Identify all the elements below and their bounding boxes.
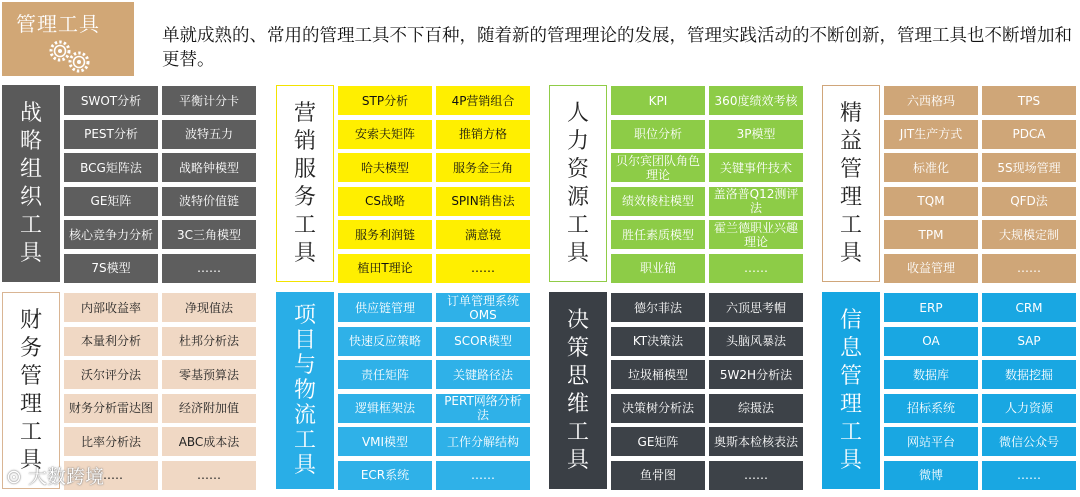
group-label-char: 服 [293, 156, 316, 182]
tool-cell: ECR系统 [338, 461, 432, 490]
group-label [276, 292, 334, 489]
group-label-char: 理 [839, 391, 862, 417]
group-label-char: 工 [839, 212, 862, 238]
group-label-char: 具 [293, 240, 316, 266]
tool-cell: 360度绩效考核 [709, 86, 803, 115]
watermark-logo-icon: ⊙ [6, 466, 28, 488]
group-label-char: 目 [293, 328, 316, 353]
group-label-char: 益 [839, 128, 862, 154]
tool-cell: 盖洛普Q12测评法 [709, 187, 803, 216]
group-label-char: 管 [839, 156, 862, 182]
group-label-char: 流 [293, 403, 316, 428]
tool-group-info [822, 292, 1080, 492]
group-label-char: 人 [566, 100, 589, 126]
tool-cell: 胜任素质模型 [611, 220, 705, 249]
group-label [549, 292, 607, 489]
tool-cell: 网站平台 [884, 427, 978, 456]
group-label-char: 战 [19, 100, 42, 126]
tool-cell: 德尔菲法 [611, 293, 705, 322]
tool-cell: 战略钟模型 [162, 153, 256, 182]
tool-cell: 推销方格 [436, 120, 530, 149]
tool-cell: 逻辑框架法 [338, 394, 432, 423]
tool-cell: QFD法 [982, 187, 1076, 216]
tool-cell: 贝尔宾团队角色理论 [611, 153, 705, 182]
group-label-char: 工 [19, 419, 42, 445]
tool-cell: 3C三角模型 [162, 220, 256, 249]
tool-cell: BCG矩阵法 [64, 153, 158, 182]
group-label-char: 略 [19, 128, 42, 154]
tool-cell: SCOR模型 [436, 327, 530, 356]
tool-cell: KT决策法 [611, 327, 705, 356]
group-label-char: 源 [566, 184, 589, 210]
group-label [822, 292, 880, 489]
group-label [549, 85, 607, 282]
tool-cell: PDCA [982, 120, 1076, 149]
tool-cell: ABC成本法 [162, 427, 256, 456]
tool-cell: 人力资源 [982, 394, 1076, 423]
tool-cell: 沃尔评分法 [64, 360, 158, 389]
group-label-char: 管 [19, 363, 42, 389]
group-label-char: 财 [19, 307, 42, 333]
group-label-char: 与 [293, 353, 316, 378]
tool-group-decision [549, 292, 807, 492]
group-label [822, 85, 880, 282]
tool-cell: SWOT分析 [64, 86, 158, 115]
group-label-char: 工 [566, 419, 589, 445]
tool-cell: SAP [982, 327, 1076, 356]
tool-cell: 植田T理论 [338, 254, 432, 283]
tool-cell: 满意镜 [436, 220, 530, 249]
tool-cell: GE矩阵 [64, 187, 158, 216]
tool-cell: 本量利分析 [64, 327, 158, 356]
group-label-char: 理 [839, 184, 862, 210]
tool-cell: 责任矩阵 [338, 360, 432, 389]
watermark-text: 大数跨境 [27, 466, 104, 488]
group-label-char: 营 [293, 100, 316, 126]
group-label-char: 具 [839, 240, 862, 266]
tool-cell: KPI [611, 86, 705, 115]
tool-cell: 经济附加值 [162, 394, 256, 423]
tool-cell: 5W2H分析法 [709, 360, 803, 389]
group-label-char: 项 [293, 303, 316, 328]
group-label-char: 维 [566, 391, 589, 417]
more-tools-cell: …… [162, 254, 256, 283]
title-banner [2, 2, 134, 76]
group-label-char: 理 [19, 391, 42, 417]
tool-cell: 3P模型 [709, 120, 803, 149]
tool-cell: 安索夫矩阵 [338, 120, 432, 149]
tool-cell: 财务分析雷达图 [64, 394, 158, 423]
group-label-char: 具 [19, 447, 42, 473]
group-label-char: 精 [839, 100, 862, 126]
tool-cell: 鱼骨图 [611, 461, 705, 490]
group-label-char: 工 [19, 212, 42, 238]
tool-cell: 职业锚 [611, 254, 705, 283]
tool-group-strategy [2, 85, 260, 285]
group-label-char: 信 [839, 307, 862, 333]
group-label-char: 组 [19, 156, 42, 182]
group-label-char: 工 [839, 419, 862, 445]
tool-cell: 快速反应策略 [338, 327, 432, 356]
tool-cell: 供应链管理 [338, 293, 432, 322]
tool-cell: 职位分析 [611, 120, 705, 149]
more-tools-cell: …… [64, 461, 158, 490]
more-tools-cell: …… [709, 254, 803, 283]
tool-cell: 7S模型 [64, 254, 158, 283]
tool-cell: 决策树分析法 [611, 394, 705, 423]
more-tools-cell: …… [982, 254, 1076, 283]
group-label-char: 资 [566, 156, 589, 182]
tool-cell: TQM [884, 187, 978, 216]
tool-cell: 关键路径法 [436, 360, 530, 389]
tool-cell: 招标系统 [884, 394, 978, 423]
tool-cell: 六西格玛 [884, 86, 978, 115]
group-label-char: 工 [293, 212, 316, 238]
more-tools-cell: …… [982, 461, 1076, 490]
tool-cell: 绩效棱柱模型 [611, 187, 705, 216]
tool-cell: 比率分析法 [64, 427, 158, 456]
tool-cell: ERP [884, 293, 978, 322]
tool-cell: 杜邦分析法 [162, 327, 256, 356]
group-label-char: 管 [839, 363, 862, 389]
watermark [6, 462, 104, 489]
tool-cell: VMI模型 [338, 427, 432, 456]
tool-group-marketing [276, 85, 534, 285]
tool-cell: 数据库 [884, 360, 978, 389]
tool-cell: 核心竞争力分析 [64, 220, 158, 249]
tool-cell: 垃圾桶模型 [611, 360, 705, 389]
tool-cell: 数据挖掘 [982, 360, 1076, 389]
tool-cell: GE矩阵 [611, 427, 705, 456]
group-label [2, 85, 60, 282]
gears-icon [46, 38, 96, 74]
tool-cell: 头脑风暴法 [709, 327, 803, 356]
group-label-char: 具 [566, 240, 589, 266]
group-label-char: 工 [293, 428, 316, 453]
intro-text: 单就成熟的、常用的管理工具不下百种，随着新的管理理论的发展，管理实践活动的不断创新，管理工具也不断增加和更替。 [162, 26, 1072, 70]
tool-cell: 工作分解结构 [436, 427, 530, 456]
tool-cell: 大规模定制 [982, 220, 1076, 249]
more-tools-cell: …… [436, 254, 530, 283]
tool-group-logistics [276, 292, 534, 492]
tool-cell: 哈夫模型 [338, 153, 432, 182]
tool-cell: 内部收益率 [64, 293, 158, 322]
group-label-char: 具 [566, 447, 589, 473]
more-tools-cell: …… [436, 461, 530, 490]
tool-cell: 六顶思考帽 [709, 293, 803, 322]
group-label-char: 策 [566, 335, 589, 361]
group-label-char: 务 [293, 184, 316, 210]
tool-cell: 奥斯本检核表法 [709, 427, 803, 456]
tool-cell: TPM [884, 220, 978, 249]
tool-cell: CS战略 [338, 187, 432, 216]
tool-cell: 平衡计分卡 [162, 86, 256, 115]
group-label-char: 销 [293, 128, 316, 154]
group-label-char: 务 [19, 335, 42, 361]
tool-cell: CRM [982, 293, 1076, 322]
group-label-char: 力 [566, 128, 589, 154]
tool-cell: 净现值法 [162, 293, 256, 322]
group-label-char: 决 [566, 307, 589, 333]
tool-cell: 服务金三角 [436, 153, 530, 182]
tool-cell: 霍兰德职业兴趣理论 [709, 220, 803, 249]
tool-cell: PEST分析 [64, 120, 158, 149]
tool-cell: 零基预算法 [162, 360, 256, 389]
tool-cell: 5S现场管理 [982, 153, 1076, 182]
tool-cell: 订单管理系统OMS [436, 293, 530, 322]
group-label-char: 具 [293, 453, 316, 478]
group-label [2, 292, 60, 489]
tool-cell: 关键事件技术 [709, 153, 803, 182]
tool-group-lean [822, 85, 1080, 285]
group-label-char: 工 [566, 212, 589, 238]
tool-cell: 微博 [884, 461, 978, 490]
group-label-char: 思 [566, 363, 589, 389]
tool-cell: 标准化 [884, 153, 978, 182]
group-label-char: 织 [19, 184, 42, 210]
tool-group-hr [549, 85, 807, 285]
tool-cell: JIT生产方式 [884, 120, 978, 149]
tool-cell: 综摄法 [709, 394, 803, 423]
tool-cell: SPIN销售法 [436, 187, 530, 216]
tool-cell: OA [884, 327, 978, 356]
tool-cell: 微信公众号 [982, 427, 1076, 456]
tool-cell: TPS [982, 86, 1076, 115]
tool-cell: 收益管理 [884, 254, 978, 283]
group-label-char: 息 [839, 335, 862, 361]
tool-cell: 服务利润链 [338, 220, 432, 249]
group-label-char: 具 [19, 240, 42, 266]
group-label-char: 物 [293, 378, 316, 403]
tool-cell: 波特价值链 [162, 187, 256, 216]
group-label-char: 具 [839, 447, 862, 473]
tool-cell: 波特五力 [162, 120, 256, 149]
tool-cell: 4P营销组合 [436, 86, 530, 115]
more-tools-cell: …… [162, 461, 256, 490]
tool-cell: PERT网络分析法 [436, 394, 530, 423]
page-title: 管理工具 [16, 12, 100, 36]
more-tools-cell: …… [709, 461, 803, 490]
tool-cell: STP分析 [338, 86, 432, 115]
group-label [276, 85, 334, 282]
